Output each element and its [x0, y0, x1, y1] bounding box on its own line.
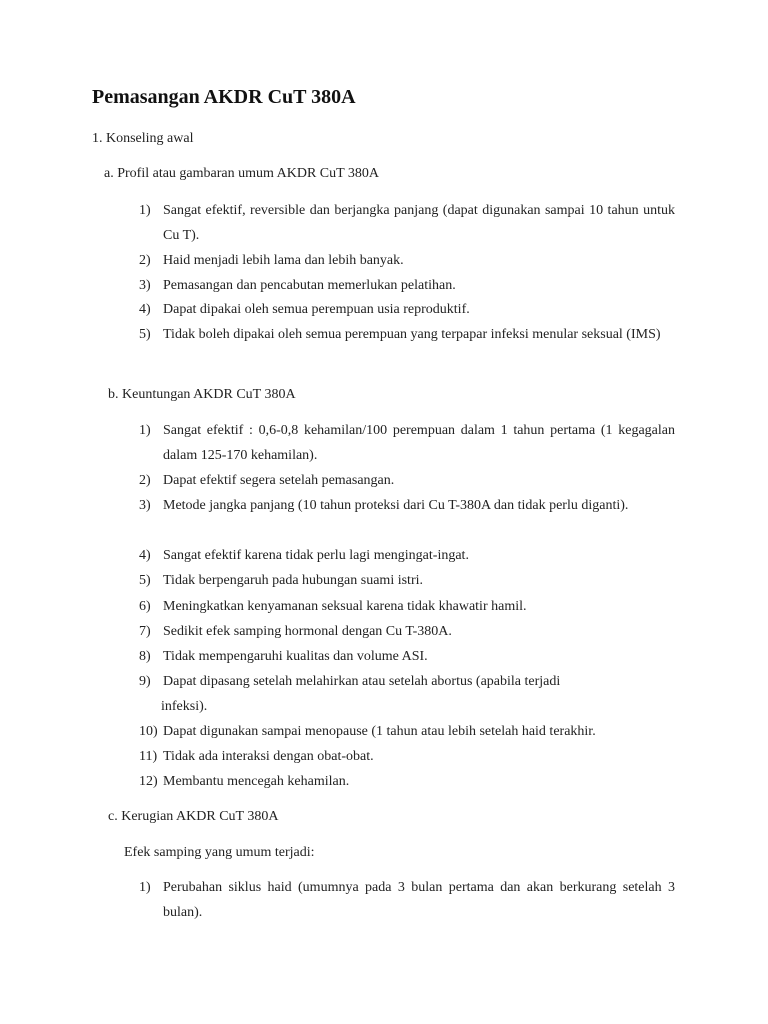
list-text: Membantu mencegah kehamilan. — [163, 774, 350, 789]
subsection-heading-profil: a. Profil atau gambaran umum AKDR CuT 380A — [104, 166, 380, 181]
list-number: 4) — [139, 548, 151, 563]
intro-text: Efek samping yang umum terjadi: — [124, 845, 315, 860]
list-number: 9) — [139, 674, 151, 689]
list-text: Perubahan siklus haid (umumnya pada 3 bulan pertama dan akan berkurang setelah 3 bulan). — [163, 880, 675, 920]
document-title: Pemasangan AKDR CuT 380A — [92, 86, 356, 108]
list-text: Sedikit efek samping hormonal dengan Cu T-380A. — [163, 624, 452, 639]
list-text: Tidak boleh dipakai oleh semua perempuan yang terpapar infeksi menular seksual (IMS) — [163, 327, 661, 342]
list-number: 6) — [139, 599, 151, 614]
list-text: Haid menjadi lebih lama dan lebih banyak. — [163, 253, 404, 268]
section-heading-konseling: 1. Konseling awal — [92, 131, 194, 146]
list-text: Dapat digunakan sampai menopause (1 tahun atau lebih setelah haid terakhir. — [163, 724, 596, 739]
list-text: Sangat efektif : 0,6-0,8 kehamilan/100 perempuan dalam 1 tahun pertama (1 kegagalan dalam 125-170 kehamilan). — [163, 423, 675, 463]
list-text: Metode jangka panjang (10 tahun proteksi dari Cu T-380A dan tidak perlu diganti). — [163, 498, 629, 513]
list-number: 2) — [139, 253, 151, 268]
list-text: Tidak mempengaruhi kualitas dan volume ASI. — [163, 649, 428, 664]
list-number: 10) — [139, 724, 158, 739]
list-text: Pemasangan dan pencabutan memerlukan pelatihan. — [163, 278, 456, 293]
list-text: Dapat dipasang setelah melahirkan atau setelah abortus (apabila terjadi — [163, 674, 561, 689]
list-number: 7) — [139, 624, 151, 639]
list-number: 1) — [139, 880, 151, 895]
list-number: 3) — [139, 498, 151, 513]
list-number: 2) — [139, 473, 151, 488]
list-number: 1) — [139, 423, 151, 438]
list-text: infeksi). — [161, 699, 208, 714]
list-number: 5) — [139, 327, 151, 342]
list-text: Tidak berpengaruh pada hubungan suami istri. — [163, 573, 423, 588]
list-text: Dapat efektif segera setelah pemasangan. — [163, 473, 395, 488]
list-text: Dapat dipakai oleh semua perempuan usia reproduktif. — [163, 302, 470, 317]
list-number: 11) — [139, 749, 158, 764]
list-text: Meningkatkan kenyamanan seksual karena tidak khawatir hamil. — [163, 599, 527, 614]
list-number: 5) — [139, 573, 151, 588]
list-text: Tidak ada interaksi dengan obat-obat. — [163, 749, 374, 764]
list-number: 1) — [139, 203, 151, 218]
list-number: 12) — [139, 774, 158, 789]
subsection-heading-keuntungan: b. Keuntungan AKDR CuT 380A — [108, 387, 296, 402]
subsection-heading-kerugian: c. Kerugian AKDR CuT 380A — [108, 809, 279, 824]
list-number: 4) — [139, 302, 151, 317]
list-number: 8) — [139, 649, 151, 664]
list-text: Sangat efektif karena tidak perlu lagi mengingat-ingat. — [163, 548, 469, 563]
list-text: Sangat efektif, reversible dan berjangka panjang (dapat digunakan sampai 10 tahun untuk Cu T). — [163, 203, 675, 243]
list-number: 3) — [139, 278, 151, 293]
